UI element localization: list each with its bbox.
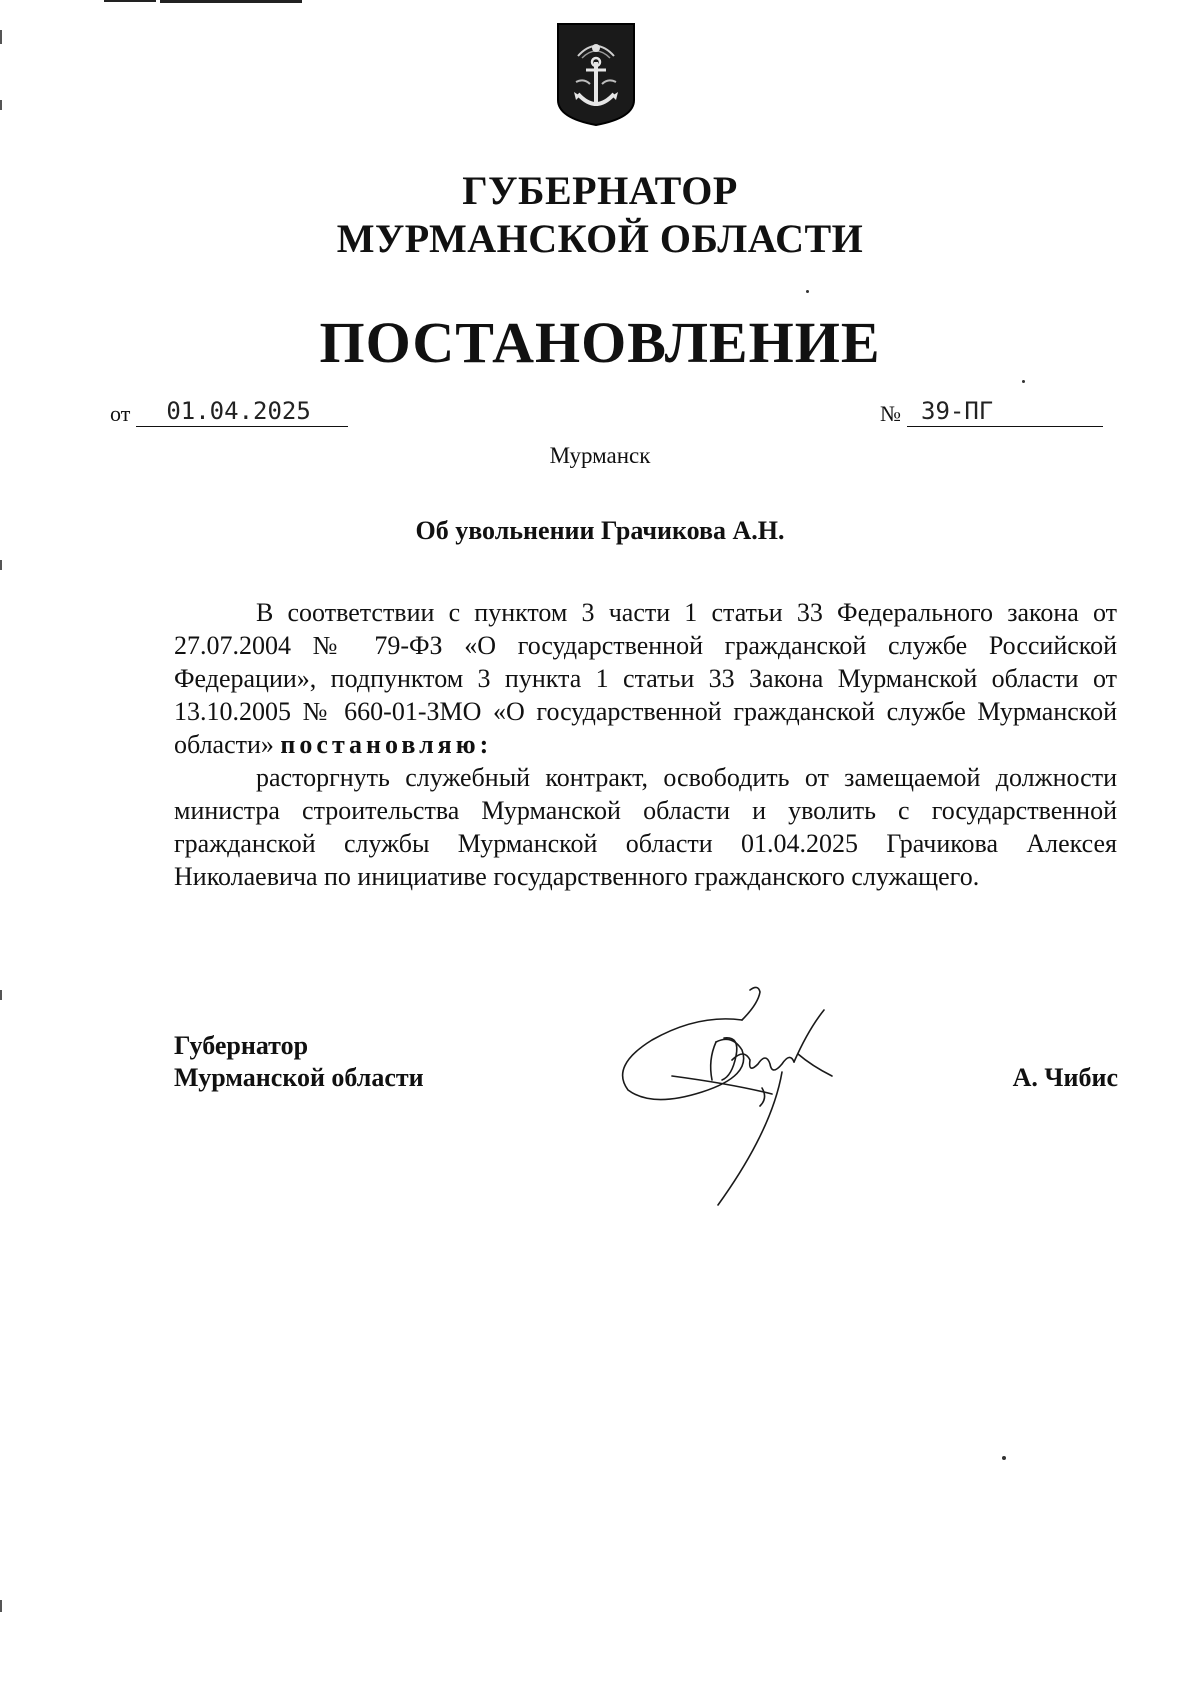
document-date: [110, 398, 348, 427]
org-title-line1: ГУБЕРНАТОР: [462, 168, 738, 213]
scan-artifact-line: [160, 0, 302, 3]
number-prefix: №: [880, 401, 901, 426]
date-prefix: от: [110, 401, 131, 426]
scan-speck: [1002, 1456, 1006, 1460]
signatory-name: А. Чибис: [1012, 1063, 1118, 1092]
date-value: 01.04.2025: [136, 398, 348, 427]
scan-speck: [806, 290, 809, 293]
signatory-title: [174, 1030, 424, 1094]
scan-artifact-line: [104, 0, 156, 2]
scan-edge-mark: [0, 1600, 2, 1612]
body-paragraph-text: В соответствии с пунктом 3 части 1 статьи 33 Федерального закона от 27.07.2004 № 79-ФЗ «О государственной гражданской службе Российской Федерации», подпунктом 3 пункта 1 статьи 33 Закона Мурманской области от 13.10.2005 № 660-01-ЗМО «О государственной гражданской службе Мурманской области»: [174, 598, 1117, 759]
scan-edge-mark: [0, 100, 2, 110]
document-type-heading: ПОСТАНОВЛЕНИЕ: [319, 310, 881, 375]
city-line: Мурманск: [549, 443, 651, 468]
scan-edge-mark: [0, 990, 2, 1000]
body-paragraph: [174, 596, 1117, 761]
document-body: [174, 596, 1117, 893]
document-number: [880, 398, 1103, 427]
coat-of-arms-icon: [556, 22, 636, 126]
scan-edge-mark: [0, 560, 2, 570]
signatory-title-line2: Мурманской области: [174, 1063, 424, 1092]
scan-edge-mark: [0, 30, 2, 44]
scan-speck: [1022, 380, 1025, 383]
number-value: 39-ПГ: [907, 398, 1103, 427]
body-paragraph: расторгнуть служебный контракт, освободить от замещаемой должности министра строительства Мурманской области и уволить с государственной гражданской службы Мурманской области 01.04.2025 Грачикова Алексея Николаевича по инициативе государственного гражданского служащего.: [174, 763, 1117, 891]
org-title-line2: МУРМАНСКОЙ ОБЛАСТИ: [336, 216, 864, 261]
decree-word: постановляю:: [280, 730, 493, 759]
signatory-title-line1: Губернатор: [174, 1031, 309, 1060]
handwritten-signature: [612, 980, 902, 1220]
document-subject: Об увольнении Грачикова А.Н.: [415, 516, 785, 545]
